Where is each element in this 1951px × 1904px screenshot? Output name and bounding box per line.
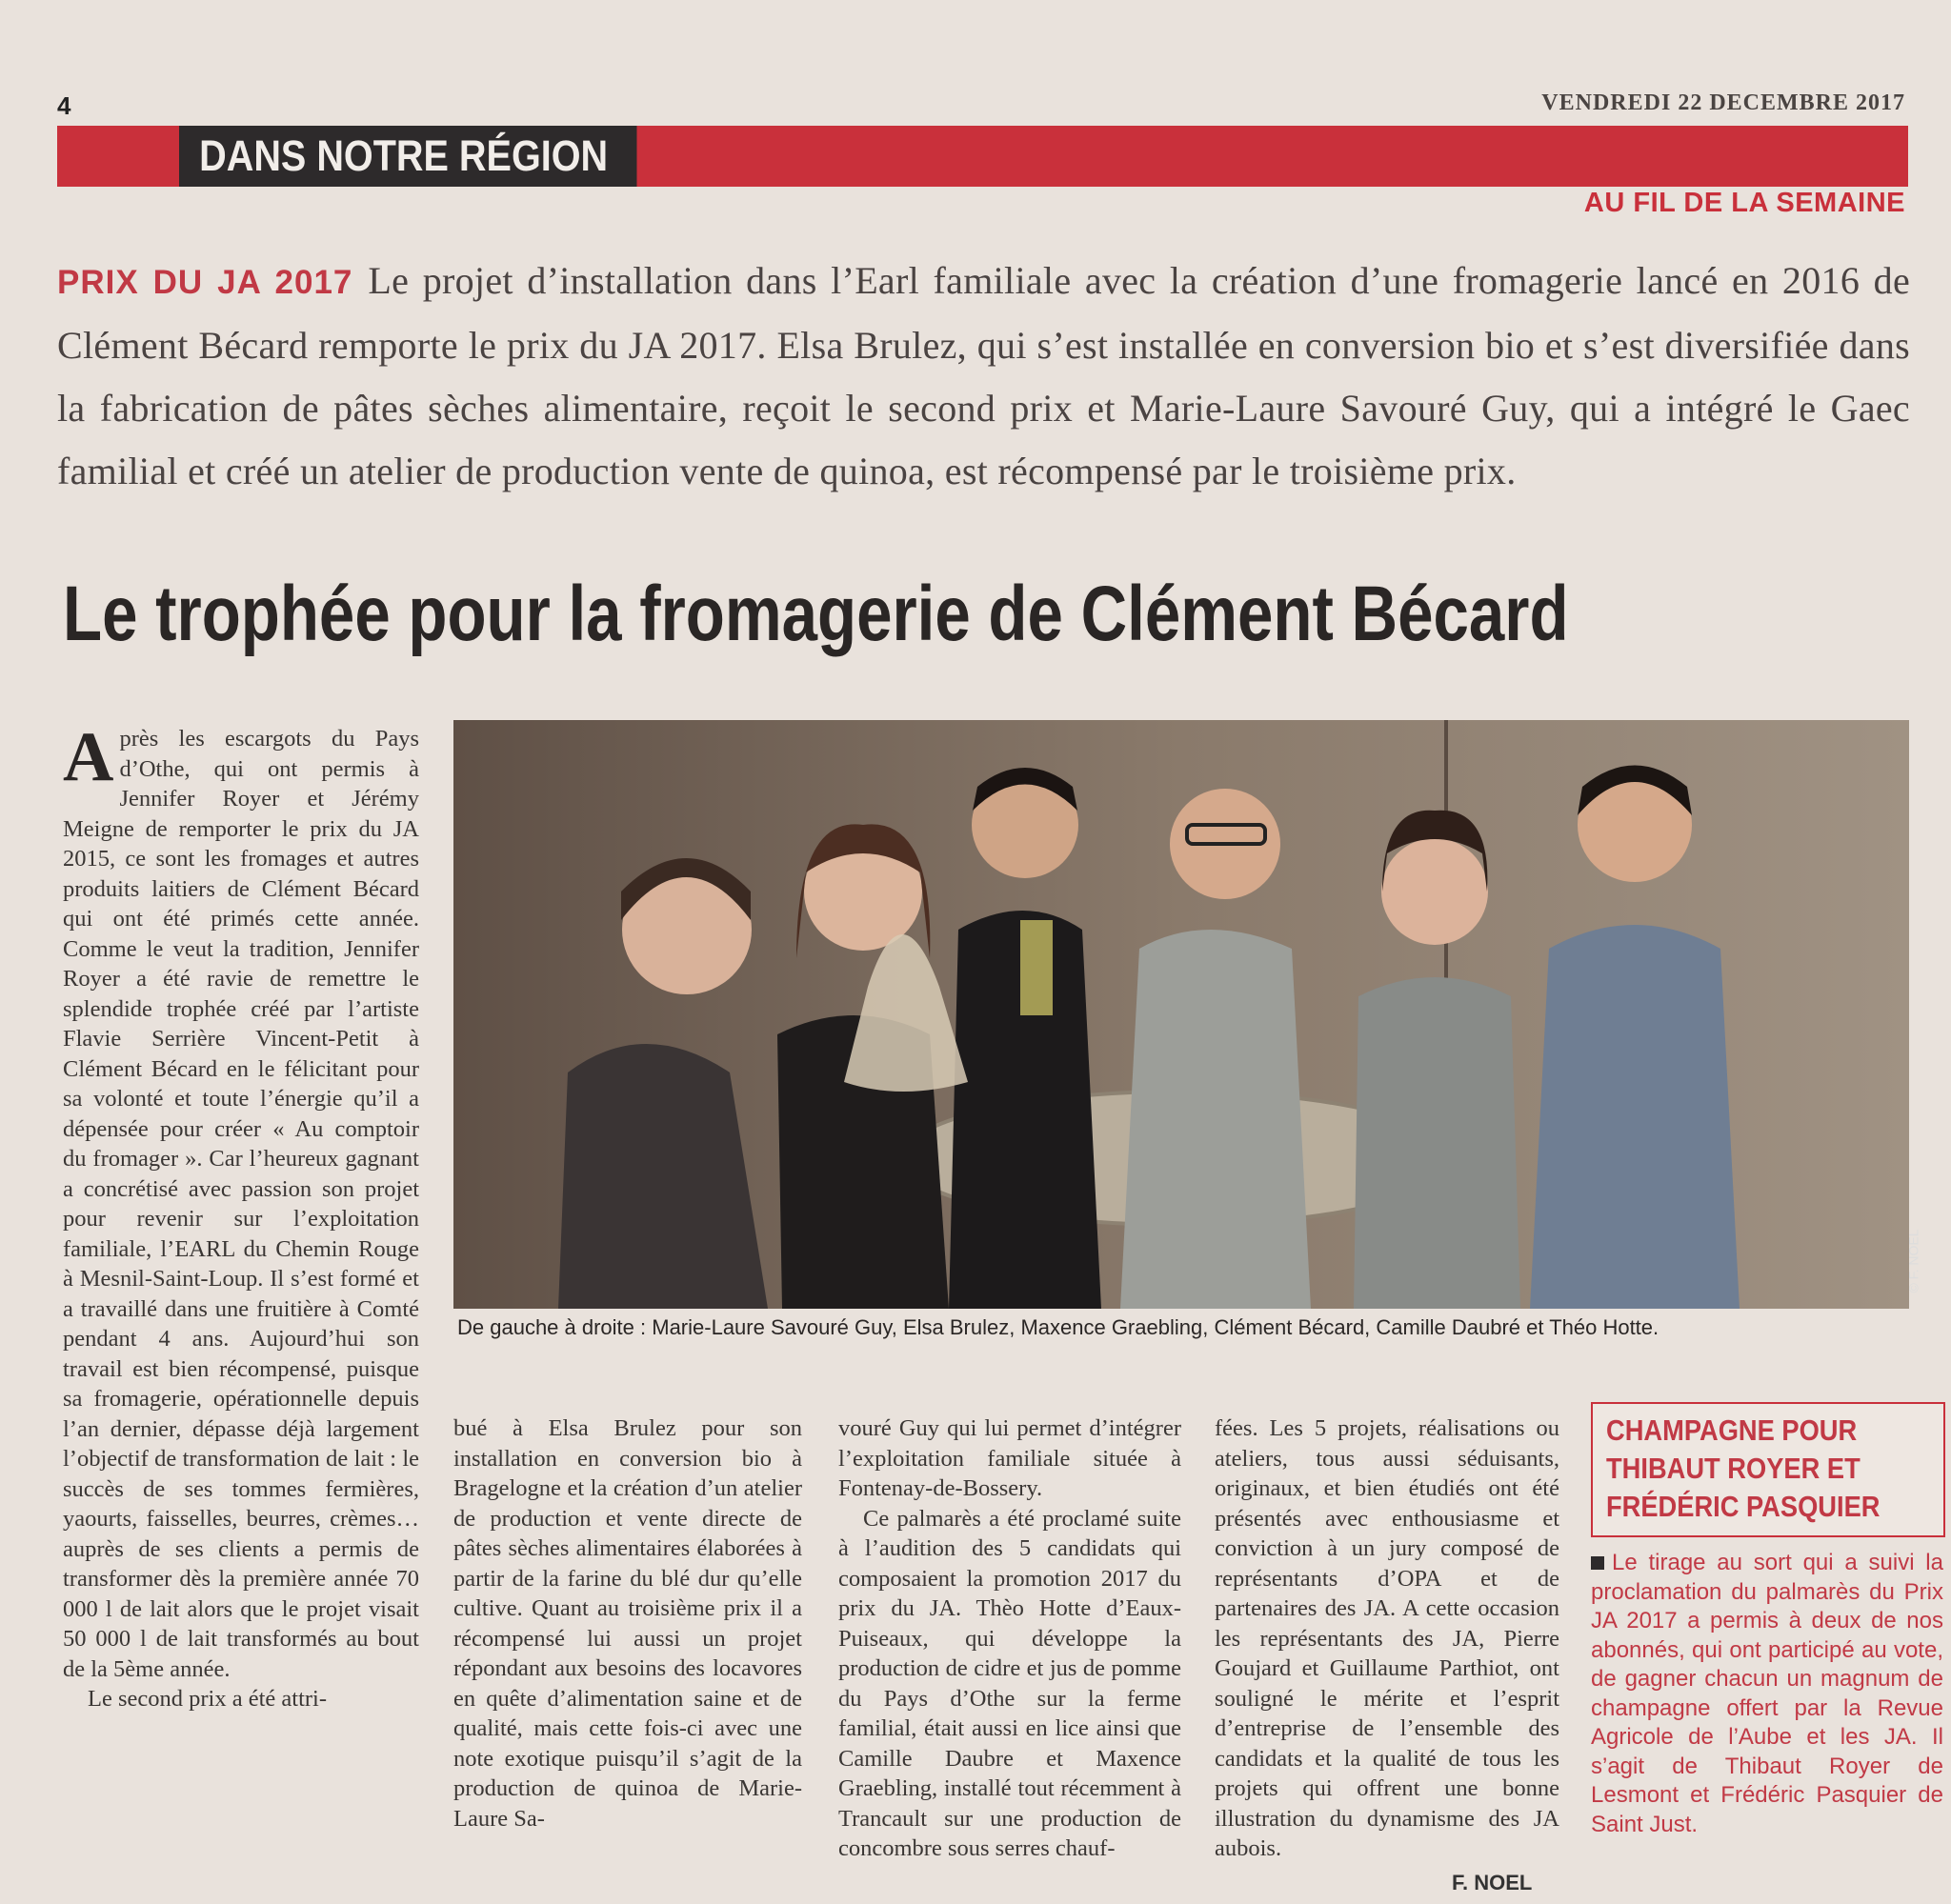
headline: Le trophée pour la fromagerie de Clément Bécard [63,571,1569,657]
section-band [57,126,1908,187]
article-paragraph: Ce palmarès a été proclamé suite à l’audition des 5 candidats qui composaient la promotion 2017 du prix du JA. Thèo Hotte d’Eaux-Puiseaux, qui développe la production de cidre et jus de pomme du Pays d’Othe sur la ferme familial, était aussi en lice ainsi que Camille Daubre et Maxence Graebling, installé tout récemment à Trancault sur une production de concombre sous serres chauf- [838,1505,1181,1861]
article-paragraph: vouré Guy qui lui permet d’intégrer l’exploitation familiale située à Fontenay-de-Bossery. [838,1415,1181,1501]
article-paragraph: bué à Elsa Brulez pour son installation en conversion bio à Bragelogne et la création d’un atelier de production et vente directe de pâtes sèches alimentaires élaborées à partir de la farine du blé dur qu’elle cultive. Quant au troisième prix il a récompensé lui aussi un projet répondant aux besoins des locavores en quête d’alimentation saine et de qualité, mais cette fois-ci avec une note exotique puisqu’il s’agit de la production de quinoa de Marie-Laure Sa- [453,1415,802,1832]
article-column-4 [1215,1413,1559,1864]
square-bullet-icon [1591,1556,1604,1570]
article-column-3 [838,1413,1181,1864]
sidebar-title: CHAMPAGNE POUR THIBAUT ROYER ET FRÉDÉRIC PASQUIER [1606,1413,1881,1523]
photo-credit: © F. NOEL [1905,1229,1921,1293]
drop-cap: A [63,718,114,796]
article-paragraph: fées. Les 5 projets, réalisations ou ateliers, tous aussi séduisants, originaux, et bien étudiés ont été présentés avec enthousiasme et conviction à un jury composé de représentants d’OPA et de partenaires des JA. A cette occasion les représentants des JA, Pierre Goujard et Guillaume Parthiot, ont souligné le mérite et l’esprit d’entreprise de l’ensemble des candidats et la qualité de tous les projets qui offrent une bonne illustration du dynamisme des JA aubois. [1215,1415,1559,1861]
sub-rubric: AU FIL DE LA SEMAINE [1583,188,1905,218]
group-photo-illustration [453,720,1909,1309]
issue-date: VENDREDI 22 DECEMBRE 2017 [1541,90,1905,115]
article-column-2 [453,1413,802,1834]
article-paragraph: près les escargots du Pays d’Othe, qui ont permis à Jennifer Royer et Jérémy Meigne de remporter le prix du JA 2015, ce sont les fromages et autres produits laitiers de Clément Bécard qui ont été primés cette année. Comme le veut la tradition, Jennifer Royer a été ravie de remettre le splendide trophée créé par l’artiste Flavie Serrière Vincent-Petit à Clément Bécard en le félicitant pour sa volonté et toute l’énergie qu’il a dépensée pour créer « Au comptoir du fromager ». Car l’heureux gagnant a concrétisé avec passion son projet pour revenir sur l’exploitation familiale, l’EARL du Chemin Rouge à Mesnil-Saint-Loup. Il s’est formé et a travaillé dans une fruitière à Comté pendant 4 ans. Aujourd’hui son travail est bien récompensé, puisque sa fromagerie, opérationnelle depuis l’an dernier, dépasse déjà largement l’objectif de transformation de lait : le succès de ses tommes fermières, yaourts, faisselles, beurres, crèmes… auprès de ses clients a permis de transformer dès la première année 70 000 l de lait alors que le projet visait 50 000 l de lait transformés au bout de la 5ème année. [63,726,419,1682]
sidebar-box [1591,1402,1945,1537]
page-number: 4 [57,91,71,120]
sidebar-text: Le tirage au sort qui a suivi la proclamation du palmarès du Prix JA 2017 a permis à deux de nos abonnés, qui ont participé au vote, de gagner chacun un magnum de champagne offert par la Revue Agricole de l’Aube et les JA. Il s’agit de Thibaut Royer de Lesmont et Frédéric Pasquier de Saint Just. [1591,1550,1943,1837]
author-signature: F. NOEL [1452,1871,1533,1894]
intro-text: Le projet d’installation dans l’Earl familiale avec la création d’une fromagerie lancé en 2016 de Clément Bécard remporte le prix du JA 2017. Elsa Brulez, qui s’est installée en conversion bio et s’est diversifiée dans la fabrication de pâtes sèches alimentaire, reçoit le second prix et Marie-Laure Savouré Guy, qui a intégré le Gaec familial et créé un atelier de production vente de quinoa, est récompensé par le troisième prix. [57,259,1911,492]
article-paragraph: Le second prix a été attri- [88,1686,328,1712]
sidebar-text-block [1591,1549,1943,1839]
photo-caption: De gauche à droite : Marie-Laure Savouré Guy, Elsa Brulez, Maxence Graebling, Clément Bécard, Camille Daubré et Théo Hotte. [457,1315,1659,1339]
intro-paragraph [57,250,1910,503]
section-title: DANS NOTRE RÉGION [179,126,636,187]
intro-label: PRIX DU JA 2017 [57,264,353,301]
group-photo [453,720,1921,1309]
article-column-1 [63,718,419,1714]
